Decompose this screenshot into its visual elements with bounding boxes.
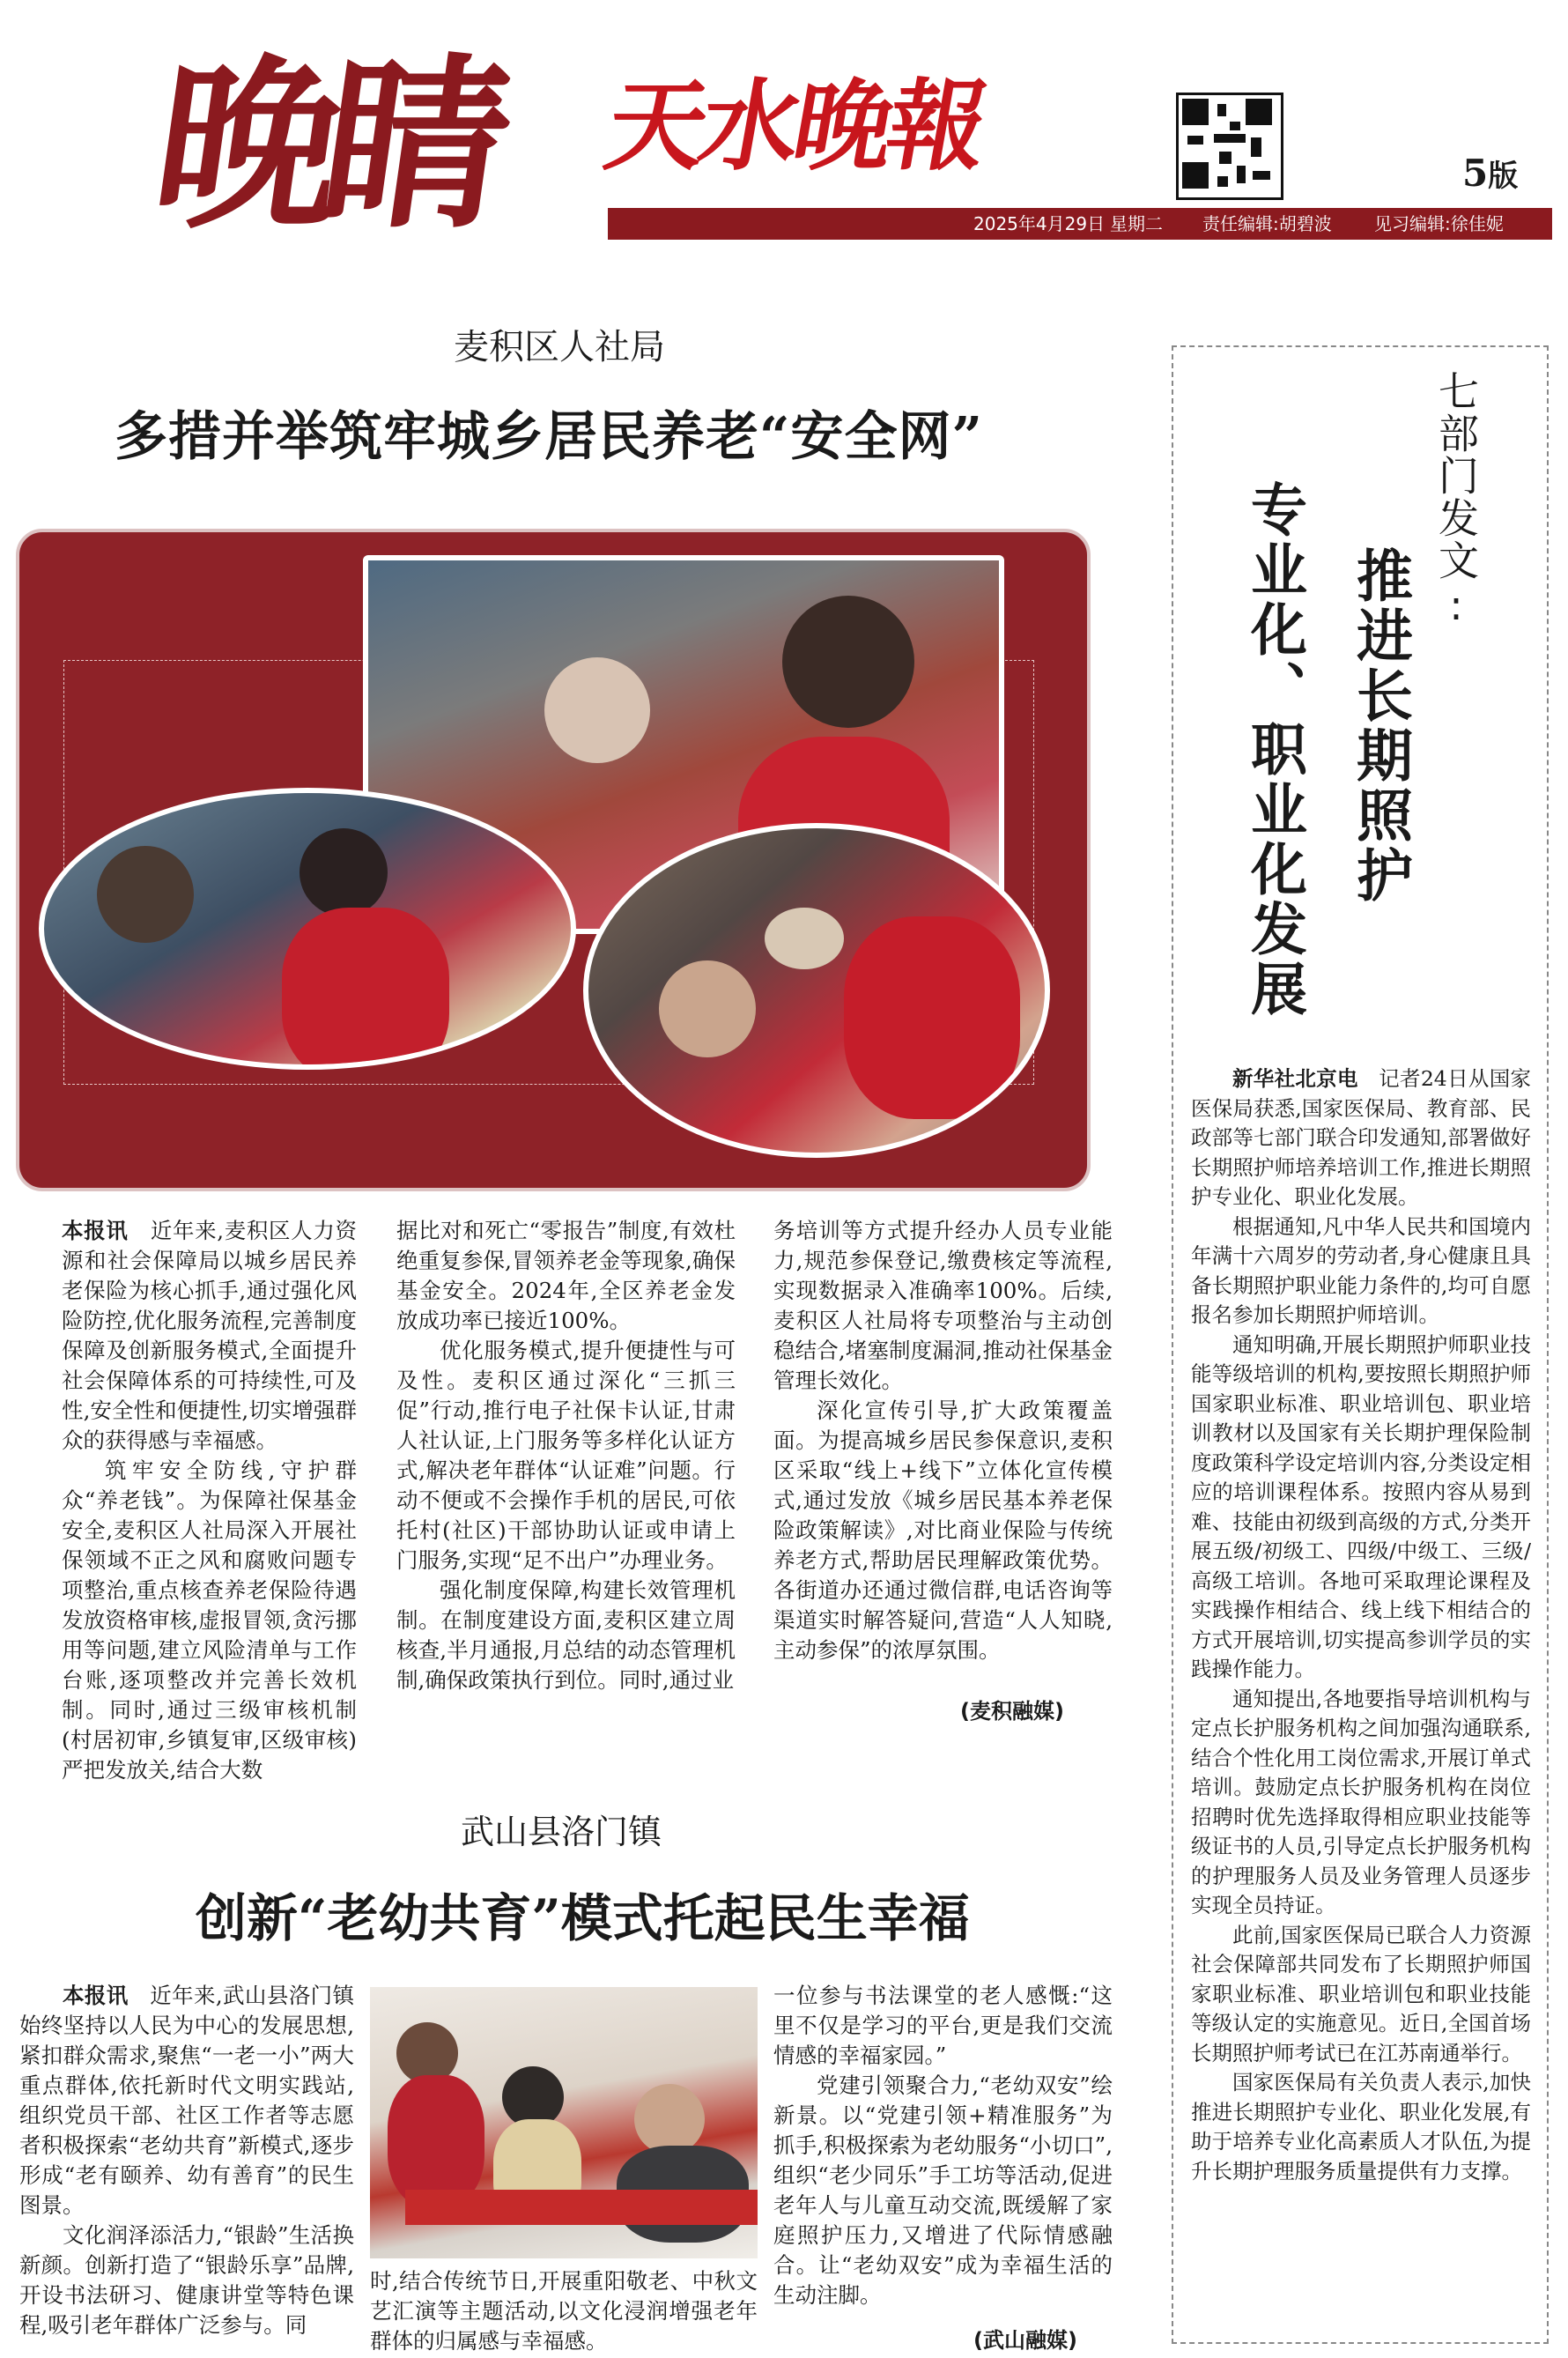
- article1-paragraph: 据比对和死亡“零报告”制度,有效杜绝重复参保,冒领养老金等现象,确保基金安全。2024年,全区养老金发放成功率已接近100%。: [396, 1218, 736, 1333]
- sidebar-headline-line1: 推进长期照护: [1347, 546, 1413, 906]
- article1-lead-label: 本报讯: [62, 1218, 129, 1243]
- edition-label: [1462, 152, 1518, 195]
- article1-photo-collage: [16, 529, 1091, 1191]
- article1-paragraph: 优化服务模式,提升便捷性与可及性。麦积区通过深化“三抓三促”行动,推行电子社保卡认证,甘肃人社认证,上门服务等多样化认证方式,解决老年群体“认证难”问题。行动不便或不会操作手机的居民,可依托村(社区)干部协助认证或申请上门服务,实现“足不出户”办理业务。: [396, 1338, 736, 1573]
- article1-paragraph: 强化制度保障,构建长效管理机制。在制度建设方面,麦积区建立周核查,半月通报,月总结的动态管理机制,确保政策执行到位。同时,通过业: [396, 1577, 736, 1693]
- info-bar: [608, 208, 1552, 240]
- article1-headline: 多措并举筑牢城乡居民养老“安全网”: [115, 406, 984, 468]
- sidebar-paragraph: 国家医保局有关负责人表示,加快推进长期照护专业化、职业化发展,有助于培养专业化高素质人才队伍,为提升长期护理服务质量提供有力支撑。: [1191, 2070, 1531, 2184]
- trainee-editor-credit: 见习编辑:徐佳妮: [1374, 213, 1504, 234]
- sidebar-headline-line2: 专业化、职业化发展: [1241, 480, 1307, 1020]
- article1-column-1: [62, 1216, 357, 1785]
- sidebar-paragraph: 通知提出,各地要指导培训机构与定点长护服务机构之间加强沟通联系,结合个性化用工岗位需求,开展订单式培训。鼓励定点长护服务机构在岗位招聘时优先选择取得相应职业技能等级证书的人员,引导定点长护服务机构的护理服务人员及业务管理人员逐步实现全员持证。: [1191, 1686, 1531, 1917]
- article2-photo-calligraphy: [370, 1987, 758, 2258]
- article2-column-1: [19, 1981, 354, 2340]
- photo-volunteer-flyer: [39, 788, 576, 1070]
- photo-elderly-briefing: [583, 823, 1050, 1158]
- qr-code-icon: [1176, 93, 1283, 200]
- article2-paragraph: 时,结合传统节日,开展重阳敬老、中秋文艺汇演等主题活动,以文化浸润增强老年群体的归属感与幸福感。: [370, 2268, 758, 2354]
- article1-column-2: [396, 1216, 736, 1695]
- article2-paragraph: 党建引领聚合力,“老幼双安”绘新景。以“党建引领+精准服务”为抓手,积极探索为老幼服务“小切口”,组织“老少同乐”手工坊等活动,促进老年人与儿童互动交流,既缓解了家庭照护压力,又增进了代际情感融合。让“老幼双安”成为幸福生活的生动注脚。: [773, 2073, 1113, 2308]
- article2-lead-text: 近年来,武山县洛门镇始终坚持以人民为中心的发展思想,紧扣群众需求,聚焦“一老一小”两大重点群体,依托新时代文明实践站,组织党员干部、社区工作者等志愿者积极探索“老幼共育”新模式,逐步形成“老有颐养、幼有善育”的民生图景。: [19, 1983, 354, 2218]
- sidebar-kicker: 七部门发文:: [1432, 370, 1480, 631]
- article2-headline: 创新“老幼共育”模式托起民生幸福: [196, 1888, 970, 1948]
- editor-credit: 责任编辑:胡碧波: [1202, 213, 1332, 234]
- article2-kicker: 武山县洛门镇: [461, 1813, 662, 1851]
- article2-lead-label: 本报讯: [63, 1983, 129, 2008]
- sidebar-paragraph: 通知明确,开展长期照护师职业技能等级培训的机构,要按照长期照护师国家职业标准、职业培训包、职业培训教材以及国家有关长期护理保险制度政策科学设定培训内容,分类设定相应的培训课程体系。按照内容从易到难、技能由初级到高级的方式,分类开展五级/初级工、四级/中级工、三级/高级工培训。各地可采取理论课程及实践操作相结合、线上线下相结合的方式开展培训,切实提高参训学员的实践操作能力。: [1191, 1331, 1531, 1681]
- article1-column-3: [773, 1216, 1113, 1665]
- issue-weekday: 星期二: [1110, 213, 1163, 234]
- article1-byline: (麦积融媒): [960, 1699, 1064, 1724]
- article1-paragraph: 筑牢安全防线,守护群众“养老钱”。为保障社保基金安全,麦积区人社局深入开展社保领域不正之风和腐败问题专项整治,重点核查养老保险待遇发放资格审核,虚报冒领,贪污挪用等问题,建立风险清单与工作台账,逐项整改并完善长效机制。同时,通过三级审核机制(村居初审,乡镇复审,区级审核)严把发放关,结合大数: [62, 1457, 357, 1783]
- article2-paragraph: 文化润泽添活力,“银龄”生活换新颜。创新打造了“银龄乐享”品牌,开设书法研习、健康讲堂等特色课程,吸引老年群体广泛参与。同: [19, 2222, 354, 2338]
- article2-column-2: [370, 2266, 758, 2356]
- sidebar-paragraph: 此前,国家医保局已联合人力资源社会保障部共同发布了长期照护师国家职业标准、职业培训包和职业技能等级认定的实施意见。近日,全国首场长期照护师考试已在江苏南通举行。: [1191, 1922, 1531, 2065]
- newspaper-logo: 天水晚報: [597, 69, 992, 184]
- issue-date: 2025年4月29日: [973, 213, 1106, 234]
- article2-byline: (武山融媒): [973, 2328, 1077, 2353]
- article1-paragraph: 深化宣传引导,扩大政策覆盖面。为提高城乡居民参保意识,麦积区采取“线上+线下”立体化宣传模式,通过发放《城乡居民基本养老保险政策解读》,对比商业保险与传统养老方式,帮助居民理解政策优势。各街道办还通过微信群,电话咨询等渠道实时解答疑问,营造“人人知晓,主动参保”的浓厚氛围。: [773, 1398, 1113, 1663]
- sidebar-lead-text: 记者24日从国家医保局获悉,国家医保局、教育部、民政部等七部门联合印发通知,部署做好长期照护师培养培训工作,推进长期照护专业化、职业化发展。: [1191, 1066, 1532, 1209]
- article1-lead-text: 近年来,麦积区人力资源和社会保障局以城乡居民养老保险为核心抓手,通过强化风险防控,优化服务流程,完善制度保障及创新服务模式,全面提升社会保障体系的可持续性,可及性,安全性和便捷性,切实增强群众的获得感与幸福感。: [62, 1218, 357, 1453]
- article2-paragraph: 一位参与书法课堂的老人感慨:“这里不仅是学习的平台,更是我们交流情感的幸福家园。”: [773, 1983, 1113, 2068]
- sidebar-paragraph: 根据通知,凡中华人民共和国境内年满十六周岁的劳动者,身心健康且具备长期照护职业能力条件的,均可自愿报名参加长期照护师培训。: [1191, 1213, 1531, 1327]
- sidebar-lead-label: 新华社北京电: [1232, 1066, 1358, 1091]
- sidebar-body: [1191, 1064, 1531, 2186]
- edition-number: 5: [1462, 152, 1489, 195]
- article1-paragraph: 务培训等方式提升经办人员专业能力,规范参保登记,缴费核定等流程,实现数据录入准确率100%。后续,麦积区人社局将专项整治与主动创稳结合,堵塞制度漏洞,推动社保基金管理长效化。: [773, 1218, 1113, 1393]
- section-title: 晚睛: [141, 36, 507, 254]
- article2-column-3: [773, 1981, 1113, 2310]
- edition-suffix: 版: [1488, 159, 1519, 194]
- article1-kicker: 麦积区人社局: [454, 327, 665, 367]
